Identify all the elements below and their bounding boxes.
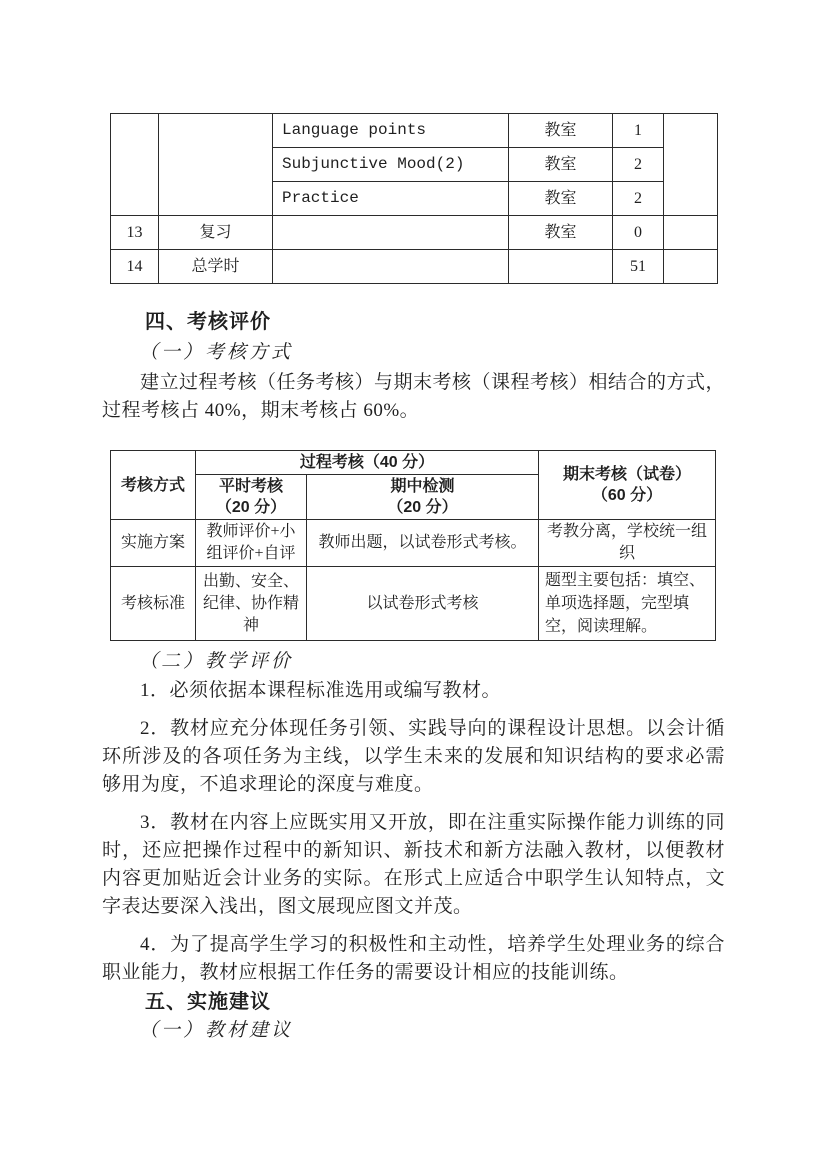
cell-hours: 2 <box>613 182 664 216</box>
table-row <box>111 567 716 641</box>
cell-topic: Language points <box>273 114 509 148</box>
cell-hours: 51 <box>613 250 664 284</box>
cell-note-empty <box>664 114 718 216</box>
header-cell-method: 考核方式 <box>111 451 196 520</box>
cell-unit: 总学时 <box>159 250 273 284</box>
header-final-line1: 期末考核（试卷） <box>562 466 691 483</box>
teaching-evaluation-items <box>102 677 725 987</box>
cell-unit: 复习 <box>159 216 273 250</box>
cell-unit-empty <box>159 114 273 216</box>
table-header-row <box>111 451 716 475</box>
header-final-line2: （60 分） <box>591 487 663 504</box>
assessment-method-paragraph: 建立过程考核（任务考核）与期末考核（课程考核）相结合的方式，过程考核占 40%，期末考核占 60%。 <box>102 372 726 421</box>
table-row <box>111 250 718 284</box>
cell-location <box>509 250 613 284</box>
schedule-table <box>110 113 718 284</box>
evaluation-item: 2．教材应充分体现任务引领、实践导向的课程设计思想。以会计循环所涉及的各项任务为主线，以学生未来的发展和知识结构的要求必需够用为度，不追求理论的深度与难度。 <box>102 718 725 795</box>
subsection-heading-assessment-method: （一）考核方式 <box>139 342 294 363</box>
cell-daily: 出勤、安全、纪律、协作精神 <box>196 567 307 641</box>
cell-location: 教室 <box>509 114 613 148</box>
cell-hours: 2 <box>613 148 664 182</box>
cell-location: 教室 <box>509 182 613 216</box>
cell-note <box>664 216 718 250</box>
section-heading-implementation: 五、实施建议 <box>145 991 271 1013</box>
evaluation-item: 3．教材在内容上应既实用又开放，即在注重实际操作能力训练的同时，还应把操作过程中的新知识、新技术和新方法融入教材，以便教材内容更加贴近会计业务的实际。在形式上应适合中职学生认知特点，文字表达要深入浅出，图文展现应图文并茂。 <box>102 812 725 917</box>
cell-location: 教室 <box>509 148 613 182</box>
cell-topic <box>273 250 509 284</box>
section-heading-assessment: 四、考核评价 <box>145 311 271 333</box>
table-row <box>111 520 716 567</box>
header-midterm-line1: 期中检测 <box>390 478 455 495</box>
header-daily-line1: 平时考核 <box>218 478 283 495</box>
cell-sequence-empty <box>111 114 159 216</box>
header-midterm-line2: （20 分） <box>387 499 458 516</box>
cell-sequence: 14 <box>111 250 159 284</box>
cell-hours: 0 <box>613 216 664 250</box>
cell-daily: 教师评价+小组评价+自评 <box>196 520 307 567</box>
table-row <box>111 114 718 148</box>
evaluation-item: 4．为了提高学生学习的积极性和主动性，培养学生处理业务的综合职业能力，教材应根据工作任务的需要设计相应的技能训练。 <box>102 934 725 983</box>
header-daily-line2: （20 分） <box>215 499 287 516</box>
cell-midterm: 教师出题，以试卷形式考核。 <box>307 520 539 567</box>
cell-final: 考教分离，学校统一组织 <box>539 520 716 567</box>
evaluation-item: 1．必须依据本课程标准选用或编写教材。 <box>140 680 502 701</box>
cell-sequence: 13 <box>111 216 159 250</box>
cell-topic: Subjunctive Mood(2) <box>273 148 509 182</box>
cell-midterm: 以试卷形式考核 <box>307 567 539 641</box>
header-cell-process: 过程考核（40 分） <box>196 451 539 475</box>
cell-topic <box>273 216 509 250</box>
subsection-heading-teaching-evaluation: （二）教学评价 <box>139 651 294 672</box>
table-row <box>111 216 718 250</box>
cell-row-label: 实施方案 <box>111 520 196 567</box>
cell-topic: Practice <box>273 182 509 216</box>
assessment-table <box>110 450 716 641</box>
header-cell-final <box>539 451 716 520</box>
cell-row-label: 考核标准 <box>111 567 196 641</box>
subsection-heading-textbook-suggestion: （一）教材建议 <box>139 1020 294 1041</box>
header-cell-midterm <box>307 475 539 520</box>
cell-final: 题型主要包括：填空、单项选择题，完型填空，阅读理解。 <box>539 567 716 641</box>
cell-hours: 1 <box>613 114 664 148</box>
cell-location: 教室 <box>509 216 613 250</box>
cell-note <box>664 250 718 284</box>
header-cell-daily <box>196 475 307 520</box>
